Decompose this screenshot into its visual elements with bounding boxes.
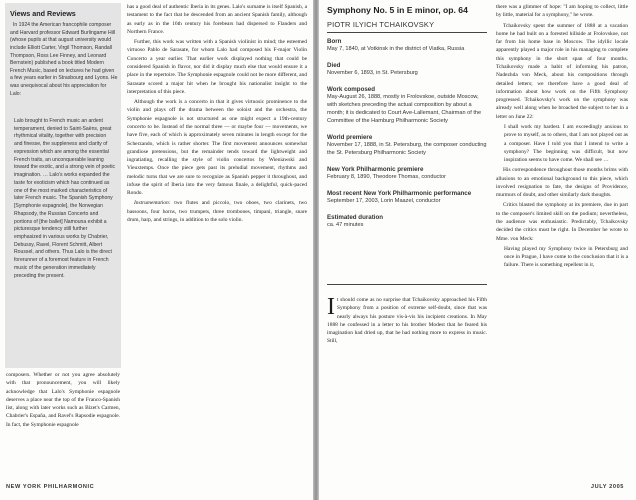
fact-label: World premiere [327,133,373,141]
fact-label: Estimated duration [327,213,384,221]
page-title: Symphony No. 5 in E minor, op. 64 [327,5,468,15]
fact-text: May-August 26, 1888, mostly in Frolovskoe, outside Moscow, with sketches preceding the actual composition by about a month; it is dedicated to Court Ave-Lallemant, Chairman of the Committee of the Hamburg Philharmonic Society [327,94,482,124]
body-paragraph: Although the work is a concerto in that it gives virtuosic prominence to the violin and plays off the drama between the soloist and the orchestra, the Symphonie espagnole is not structured as one might expect a 19th-century concerto to be. Instead of the normal three — or maybe four — movements, we have five, each of which is approximately seven minutes in length except for the Scherzando, which is rather shorter. The first movement announces somewhat grandiose pretensions, but the remainder tends toward the lightweight and ingratiating, recalling the style of violin concertos by Wieniawski and Vieuxtemps. Once the piece gets past its preludial movement, rhythms and melodic turns that we are sure to recognize as Spanish pepper it throughout, and infuse the spirit of Iberia into the very famous finale, a delightful, quick-paced Rondo. [127,99,307,197]
fact-text: September 17, 2003, Lorin Maazel, conductor [327,197,441,204]
divider [327,284,487,285]
body-paragraph: Further, this work was written with a Spanish violinist in mind; the esteemed virtuoso Pablo de Sarasate, for whom Lalo had composed his F-major Violin Concerto a year earlier. That earlier work displayed nothing that could be considered Spanish in flavor, nor did it display much else that would ensure it a place in the repertoire. The Symphonie espagnole could not be more different, and Sarasate scored a major hit when he brought his nationalist insight to the interpretation of this piece. [127,39,307,95]
fact-born [327,38,489,54]
sidebar-quote: Lalo brought to French music an ardent temperament, denied to Saint-Saëns, great rhythmical vitality, together with precision and finesse, the suppleness and clarity of expression which are among the essential French traits, an unconquerable leaning toward the exotic, and a strong vein of poetic imagination. … Lalo's works expanded the taste for exoticism which has continued as one of the most marked characteristics of later French music. The Spanish Symphony [Symphonie espagnole], the Norwegian Rhapsody, the Russian Concerto and portions of [the ballet] Namouna exhibit a picturesque tendency still further emphasized in various works by Chabrier, Debussy, Ravel, Florent Schmitt, Albert Roussel, and others. Thus Lalo is the direct forerunner of a foremost feature in French music of the generation immediately preceding the present. [14,118,116,279]
sidebar-intro [10,22,118,100]
fact-work-composed [327,86,489,126]
instrumentation-text: two flutes and piccolo, two oboes, two clarinets, two bassoons, four horns, two trumpets, three trombones, timpani, triangle, snare drum, harp, and strings, in addition to the solo violin. [127,200,308,224]
fact-label: New York Philharmonic premiere [327,165,424,173]
fact-nyp-premiere [327,166,489,182]
fact-text: ca. 47 minutes [327,221,364,228]
fact-recent-performance [327,190,489,206]
composer-name: PIOTR ILYICH TCHAIKOVSKY [327,20,435,29]
sidebar-paragraph: In 1924 the American francophile composer and Harvard professor Edward Burlingame Hill (whose pupils at that august university would include Elliott Carter, Virgil Thomson, Randall Thompson, Ross Lee Finney, and Leonard Bernstein) published a book titled Modern French Music, based on lectures he had given a few years earlier in Strasbourg and Lyons. He was unequivocal about his appreciation for Lalo: [10,22,118,97]
drop-cap: I [327,294,335,320]
left-column-1 [6,371,120,431]
right-column-1 [327,296,487,348]
body-paragraph: Tchaikovsky spent the summer of 1888 at a vacation home he had built on a forested hillside at Frolovskoe, not far from his home base in Moscow. The idyllic locale apparently played a major role in his managing to complete this symphony in the short span of four months. Tchaikovsky made a habit of informing his patron, Nadezhda von Meck, about his compositions through detailed letters; we therefore have a good deal of information about how work on the Fifth Symphony progressed. Tchaikovsky's work on the symphony was already well along when he broached the subject to her in a letter on June 22: [496,22,628,120]
fact-duration [327,214,489,230]
body-paragraph: His correspondence throughout those months brims with allusions to an emotional background to this piece, which involved resignation to fate, the designs of Providence, murmurs of doubt, and other similarly dark thoughts. [496,167,628,199]
fact-text: February 8, 1890, Theodore Thomas, conductor [327,173,446,180]
body-paragraph: has a good deal of authentic Iberia in its genes. Lalo's surname is itself Spanish, a testament to the fact that he descended from an ancient Spanish family, although as early as in the 16th century his forebears had dispersed to Flanders and Northern France. [127,4,307,35]
body-paragraph [327,296,487,346]
page-footer-left: NEW YORK PHILHARMONIC [6,484,95,490]
page-footer-right: JULY 2005 [590,484,624,490]
right-page [319,0,636,500]
body-text: t should come as no surprise that Tchaikovsky approached his Fifth Symphony from a position of extreme self-doubt, since that was nearly always his posture vis-à-vis his incipient creations. In May 1888 he confessed in a letter to his brother Modest that he feared his imagination had dried up, that he had nothing more to express in music. Still, [327,297,487,345]
body-paragraph: Critics blasted the symphony at its premiere, due in part to the composer's limited skill on the podium; nevertheless, the audience was enthusiastic. Predictably, Tchaikovsky decided the critics must be right. In December he wrote to Mme. von Meck: [496,202,628,242]
fact-world-premiere [327,134,489,158]
fact-label: Work composed [327,86,376,93]
views-and-reviews-sidebar [5,3,121,368]
fact-label: Died [327,62,341,69]
sidebar-heading: Views and Reviews [10,9,76,18]
fact-label: Most recent New York Philharmonic performance [327,189,472,197]
fact-label: Born [327,38,342,45]
right-column-2 [496,3,628,272]
block-quote: I shall work my hardest. I am exceedingly anxious to prove to myself, as to others, that I am not played out as a composer. Have I told you that I intend to write a symphony? The beginning was difficult, but now inspiration seems to have come. We shall see … [504,123,628,164]
instrumentation [127,199,307,224]
body-paragraph: composers. Whether or not you agree absolutely with that pronouncement, you will likely acknowledge that Lalo's Symphonie espagnole deserves a place near the top of the Franco-Spanish list, along with later works such as Bizet's Carmen, Chabrier's España, and Ravel's Rapsodie espagnole. In fact, the Symphonie espagnole [6,372,120,428]
fact-box [327,38,489,238]
fact-text: May 7, 1840, at Votkinsk in the district of Viatka, Russia [327,46,465,53]
fact-text: November 6, 1893, in St. Petersburg [327,70,418,77]
left-page [0,0,313,500]
instrumentation-label: Instrumentation: [134,200,171,207]
left-column-2 [127,3,307,226]
fact-died [327,62,489,78]
block-quote: Having played my Symphony twice in Petersburg and once in Prague, I have come to the conclusion that it is a failure. There is something repellent in it, [504,245,628,269]
body-paragraph: there was a glimmer of hope: "I am hoping to collect, little by little, material for a symphony," he wrote. [496,4,628,19]
divider [327,32,487,33]
fact-text: November 17, 1888, in St. Petersburg, the composer conducting the St. Petersburg Philharmonic Society [327,141,487,156]
